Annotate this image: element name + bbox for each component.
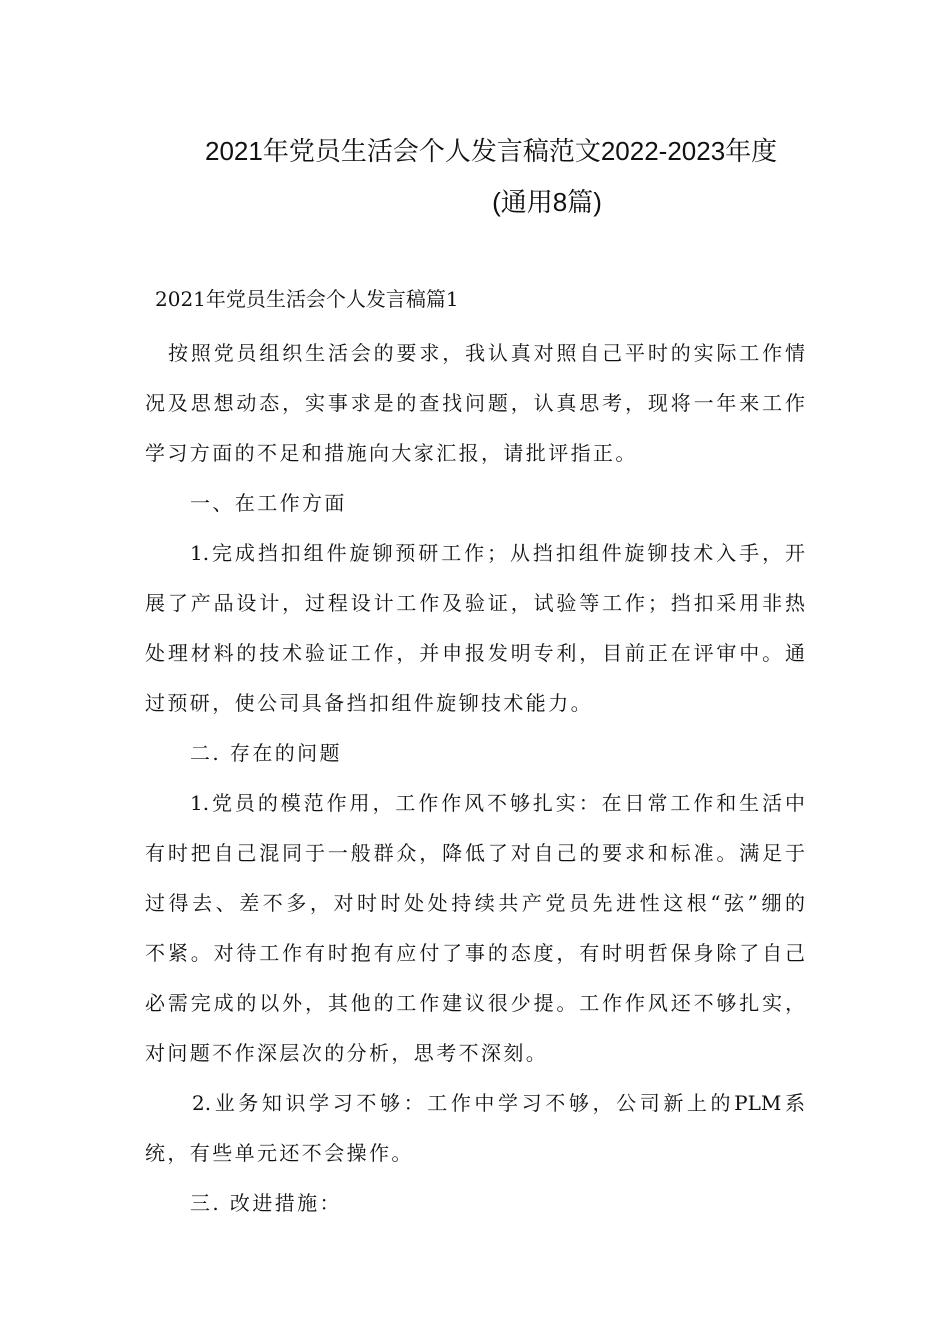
paragraph-line: 学习方面的不足和措施向大家汇报，请批评指正。	[145, 441, 638, 465]
paragraph-line: 过得去、差不多，对时时处处持续共产党员先进性这根“弦”绷的	[145, 891, 805, 915]
paragraph-line: 不紧。对待工作有时抱有应付了事的态度，有时明哲保身除了自己	[145, 941, 805, 965]
document-title-line-1: 2021年党员生活会个人发言稿范文2022-2023年度	[205, 136, 778, 166]
section-heading: 2021年党员生活会个人发言稿篇1	[155, 287, 459, 311]
paragraph-line: 1.党员的模范作用，工作作风不够扎实：在日常工作和生活中	[190, 791, 805, 815]
document-title-line-2: (通用8篇)	[492, 187, 602, 217]
paragraph-line: 三. 改进措施：	[190, 1191, 342, 1215]
paragraph-line: 1.完成挡扣组件旋铆预研工作；从挡扣组件旋铆技术入手，开	[190, 541, 805, 565]
paragraph-line: 二. 存在的问题	[190, 741, 342, 765]
paragraph-line: 2.业务知识学习不够：工作中学习不够，公司新上的PLM系	[192, 1091, 805, 1115]
paragraph-line: 处理材料的技术验证工作，并申报发明专利，目前正在评审中。通	[145, 641, 805, 665]
paragraph-line: 有时把自己混同于一般群众，降低了对自己的要求和标准。满足于	[145, 841, 805, 865]
paragraph-line: 对问题不作深层次的分析，思考不深刻。	[145, 1041, 549, 1065]
paragraph-line: 统，有些单元还不会操作。	[145, 1141, 414, 1165]
paragraph-line: 展了产品设计，过程设计工作及验证，试验等工作；挡扣采用非热	[145, 591, 805, 615]
paragraph-line: 必需完成的以外，其他的工作建议很少提。工作作风还不够扎实，	[145, 991, 805, 1015]
paragraph-line: 按照党员组织生活会的要求，我认真对照自己平时的实际工作情	[168, 341, 805, 365]
paragraph-line: 一、在工作方面	[190, 491, 347, 515]
paragraph-line: 况及思想动态，实事求是的查找问题，认真思考，现将一年来工作	[145, 391, 805, 415]
paragraph-line: 过预研，使公司具备挡扣组件旋铆技术能力。	[145, 691, 593, 715]
